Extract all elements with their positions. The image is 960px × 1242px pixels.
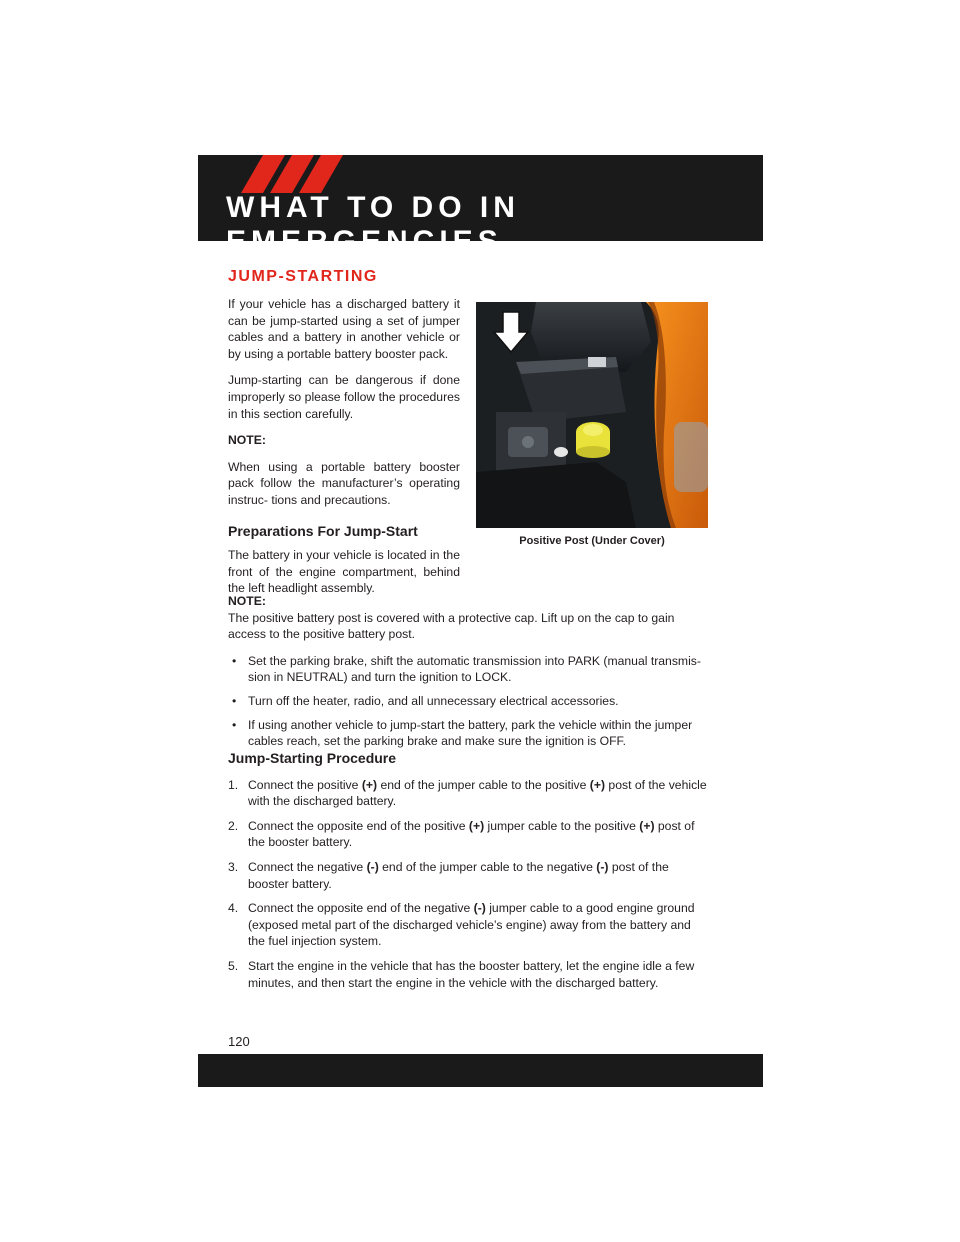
preparation-bullets	[228, 653, 708, 750]
list-item: • Turn off the heater, radio, and all unnecessary electrical accessories.	[228, 693, 708, 710]
note-label: NOTE:	[228, 433, 266, 448]
engine-bay-illustration	[476, 302, 708, 528]
procedure-section	[228, 750, 708, 999]
intro-paragraph-1: If your vehicle has a discharged battery it can be jump-started using a set of jumper cables and a battery in another vehicle or by using a portable battery booster pack.	[228, 297, 460, 361]
preparation-notes	[228, 593, 708, 757]
step-number: 4.	[228, 901, 239, 916]
preparations-heading: Preparations For Jump-Start	[228, 522, 418, 539]
intro-column	[228, 296, 460, 607]
step-number: 2.	[228, 818, 239, 833]
note-text: When using a portable battery booster pack follow the manufacturer’s operating instruc- tions and precautions.	[228, 459, 460, 507]
note-text-2: The positive battery post is covered with a protective cap. Lift up on the cap to gain access to the positive battery post.	[228, 610, 675, 642]
procedure-heading: Jump-Starting Procedure	[228, 750, 397, 766]
battery-location-photo	[476, 302, 708, 528]
note-label-2: NOTE:	[228, 594, 266, 608]
procedure-steps	[228, 777, 708, 992]
list-item: 5. Start the engine in the vehicle that has the booster battery, let the engine idle a few minutes, and then start the engine in the vehicle with the discharged battery.	[228, 958, 695, 990]
chapter-header	[198, 155, 763, 258]
list-item: 1. Connect the positive (+) end of the jumper cable to the positive (+) post of the vehicle with the discharged battery.	[228, 777, 707, 809]
preparations-text: The battery in your vehicle is located in the front of the engine compartment, behind the left headlight assembly.	[228, 548, 460, 596]
list-item: 4. Connect the opposite end of the negative (-) jumper cable to a good engine ground (exposed metal part of the discharged vehicle’s engine) away from the battery and the fuel injection system.	[228, 901, 695, 949]
section-title: JUMP-STARTING	[228, 268, 378, 285]
list-item: 3. Connect the negative (-) end of the jumper cable to the negative (-) post of the booster battery.	[228, 859, 669, 891]
footer-bar	[198, 1054, 763, 1087]
list-item: 2. Connect the opposite end of the positive (+) jumper cable to the positive (+) post of the booster battery.	[228, 818, 695, 850]
brand-stripes-graphic	[198, 155, 358, 193]
step-number: 1.	[228, 777, 239, 792]
step-number: 3.	[228, 859, 239, 874]
list-item: • Set the parking brake, shift the automatic transmission into PARK (manual transmis- sion in NEUTRAL) and turn the ignition to LOCK.	[228, 653, 708, 686]
list-item: • If using another vehicle to jump-start the battery, park the vehicle within the jumper cables reach, set the parking brake and make sure the ignition is OFF.	[228, 717, 708, 750]
figure-caption: Positive Post (Under Cover)	[519, 535, 665, 547]
intro-paragraph-2: Jump-starting can be dangerous if done improperly so please follow the procedures in this section carefully.	[228, 373, 460, 421]
page-number: 120	[228, 1034, 250, 1049]
step-number: 5.	[228, 958, 239, 973]
chapter-title: WHAT TO DO IN EMERGENCIES	[226, 191, 520, 258]
